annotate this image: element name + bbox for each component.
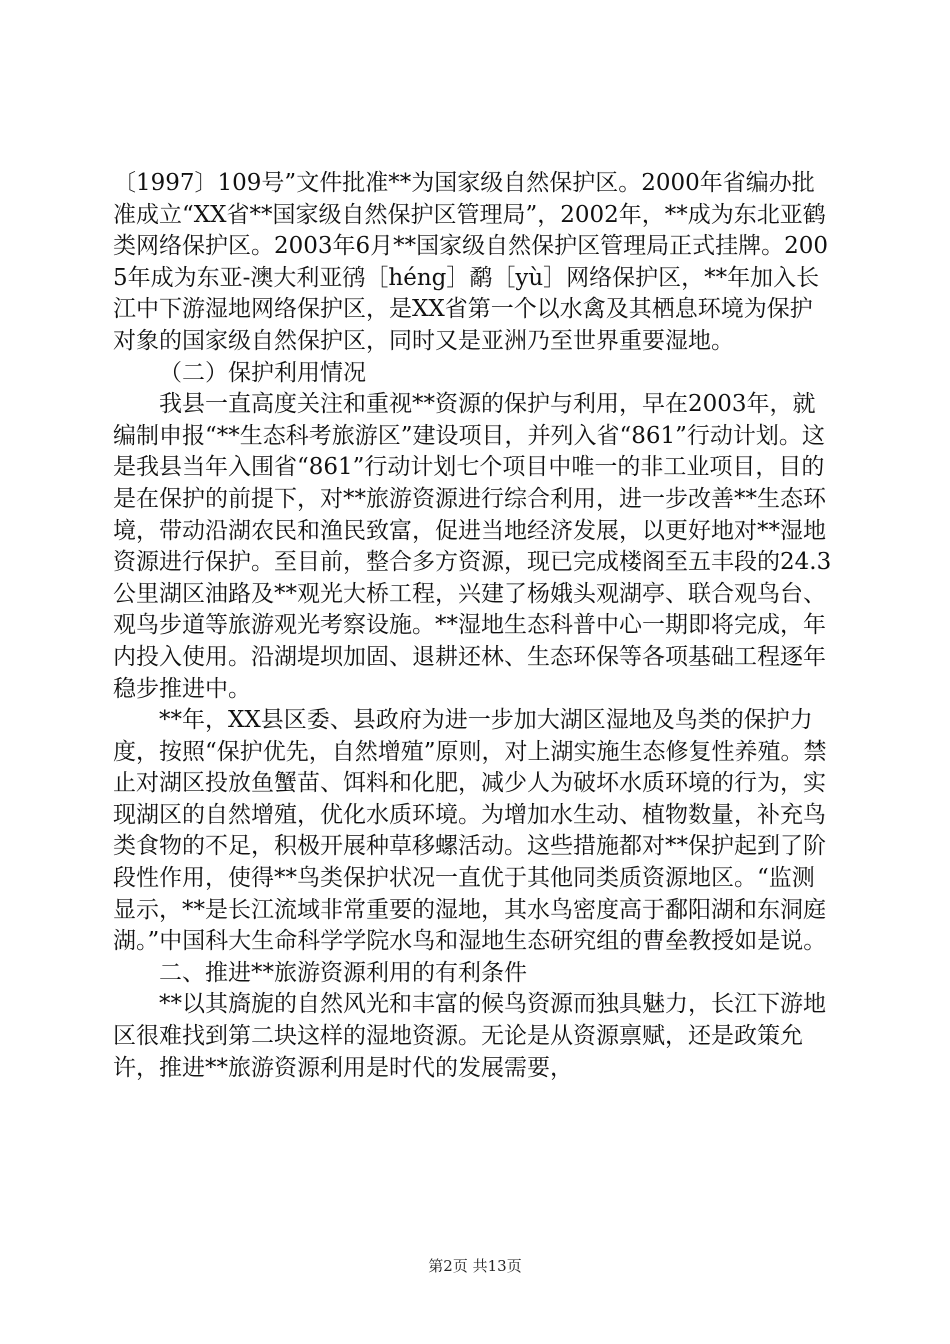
- page-footer: [0, 1255, 950, 1276]
- page-number-label: 第2页 共13页: [428, 1257, 522, 1275]
- section-heading-protection-use: （二）保护利用情况: [159, 359, 366, 386]
- section-heading-favorable-conditions: 二、推进**旅游资源利用的有利条件: [159, 959, 527, 986]
- paragraph-ecological-restoration: **年，XX县区委、县政府为进一步加大湖区湿地及鸟类的保护力度，按照“保护优先，自然增殖”原则，对上湖实施生态修复性养殖。禁止对湖区投放鱼蟹苗、饵料和化肥，减少人为破坏水质环境的行为，实现湖区的自然增殖，优化水质环境。为增加水生动、植物数量，补充鸟类食物的不足，积极开展种草移螺活动。这些措施都对**保护起到了阶段性作用，使得**鸟类保护状况一直优于其他同类质资源地区。“监测显示，**是长江流域非常重要的湿地，其水鸟密度高于鄱阳湖和东洞庭湖。”中国科大生命科学学院水鸟和湿地生态研究组的曹垒教授如是说。: [113, 707, 827, 955]
- paragraph-continuation: 〔1997〕109号”文件批准**为国家级自然保护区。2000年省编办批准成立“XX省**国家级自然保护区管理局”，2002年，**成为东北亚鹤类网络保护区。2003年6月**国家级自然保护区管理局正式挂牌。2005年成为东亚-澳大利亚鸻［héng］鹬［yù］网络保护区，**年加入长江中下游湿地网络保护区，是XX省第一个以水禽及其栖息环境为保护对象的国家级自然保护区，同时又是亚洲乃至世界重要湿地。: [113, 170, 829, 354]
- document-body: [113, 168, 833, 1084]
- paragraph-favorable-conditions: **以其旖旎的自然风光和丰富的候鸟资源而独具魅力，长江下游地区很难找到第二块这样的湿地资源。无论是从资源禀赋，还是政策允许，推进**旅游资源利用是时代的发展需要，: [113, 991, 826, 1081]
- paragraph-protection-use: 我县一直高度关注和重视**资源的保护与利用，早在2003年，就编制申报“**生态科考旅游区”建设项目，并列入省“861”行动计划。这是我县当年入围省“861”行动计划七个项目中唯一的非工业项目，目的是在保护的前提下，对**旅游资源进行综合利用，进一步改善**生态环境，带动沿湖农民和渔民致富，促进当地经济发展，以更好地对**湿地资源进行保护。至目前，整合多方资源，现已完成楼阁至五丰段的24.3公里湖区油路及**观光大桥工程，兴建了杨娥头观湖亭、联合观鸟台、观鸟步道等旅游观光考察设施。**湿地生态科普中心一期即将完成，年内投入使用。沿湖堤坝加固、退耕还林、生态环保等各项基础工程逐年稳步推进中。: [113, 391, 832, 702]
